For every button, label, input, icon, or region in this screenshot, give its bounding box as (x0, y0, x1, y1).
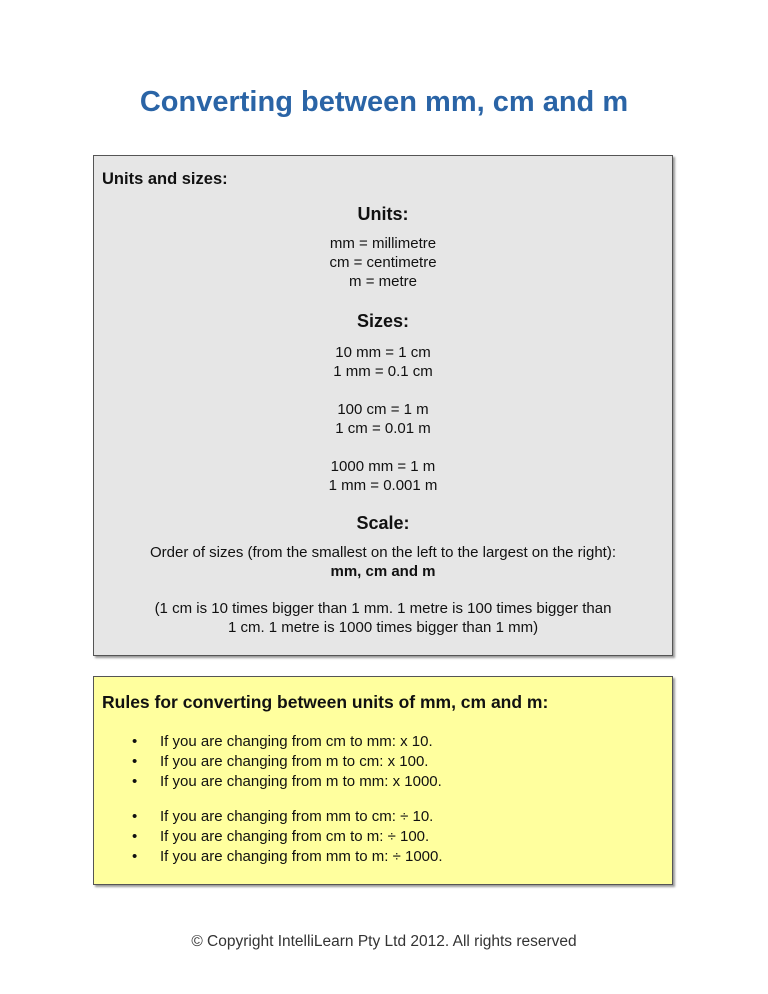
size-line: 1 cm = 0.01 m (335, 420, 431, 437)
bullet-icon: • (132, 848, 138, 865)
sizes-group (94, 457, 672, 495)
unit-line: m = metre (349, 273, 417, 290)
rule-text: If you are changing from m to mm: x 1000. (160, 773, 442, 790)
page-title: Converting between mm, cm and m (139, 86, 629, 118)
rule-text: If you are changing from cm to m: ÷ 100. (160, 828, 430, 845)
rule-text: If you are changing from m to cm: x 100. (160, 753, 429, 770)
bullet-icon: • (132, 753, 138, 770)
sizes-group (94, 400, 672, 438)
size-line: 10 mm = 1 cm (335, 344, 431, 361)
rules-list-multiply (123, 732, 442, 792)
rule-text: If you are changing from cm to mm: x 10. (160, 733, 433, 750)
sizes-group (94, 343, 672, 381)
unit-line: cm = centimetre (329, 254, 437, 271)
units-and-sizes-box (93, 155, 673, 656)
scale-order-text: Order of sizes (from the smallest on the left to the largest on the right): (149, 544, 617, 561)
size-line: 1000 mm = 1 m (330, 458, 436, 475)
units-and-sizes-heading: Units and sizes: (102, 170, 228, 188)
rules-list-divide (123, 807, 443, 867)
bullet-icon: • (132, 808, 138, 825)
list-item (123, 847, 443, 867)
bullet-icon: • (132, 733, 138, 750)
scale-order-value: mm, cm and m (330, 563, 436, 580)
conversion-rules-box (93, 676, 673, 885)
size-line: 1 mm = 0.1 cm (333, 363, 433, 380)
size-line: 1 mm = 0.001 m (328, 477, 438, 494)
scale-note (94, 599, 672, 637)
rules-heading: Rules for converting between units of mm, cm and m: (102, 692, 549, 712)
scale-note-line: (1 cm is 10 times bigger than 1 mm. 1 metre is 100 times bigger than (154, 600, 612, 617)
units-list (94, 234, 672, 291)
size-line: 100 cm = 1 m (337, 401, 429, 418)
scale-order (94, 543, 672, 581)
scale-heading: Scale: (356, 513, 410, 533)
bullet-icon: • (132, 828, 138, 845)
rule-text: If you are changing from mm to m: ÷ 1000. (160, 848, 443, 865)
bullet-icon: • (132, 773, 138, 790)
unit-line: mm = millimetre (329, 235, 437, 252)
sizes-heading: Sizes: (356, 311, 410, 331)
rule-text: If you are changing from mm to cm: ÷ 10. (160, 808, 434, 825)
scale-note-line: 1 cm. 1 metre is 1000 times bigger than 1 mm) (227, 619, 539, 636)
list-item (123, 827, 443, 847)
list-item (123, 807, 443, 827)
copyright-footer: © Copyright IntelliLearn Pty Ltd 2012. All rights reserved (191, 933, 577, 950)
list-item (123, 772, 442, 792)
list-item (123, 752, 442, 772)
units-heading: Units: (357, 204, 409, 224)
list-item (123, 732, 442, 752)
